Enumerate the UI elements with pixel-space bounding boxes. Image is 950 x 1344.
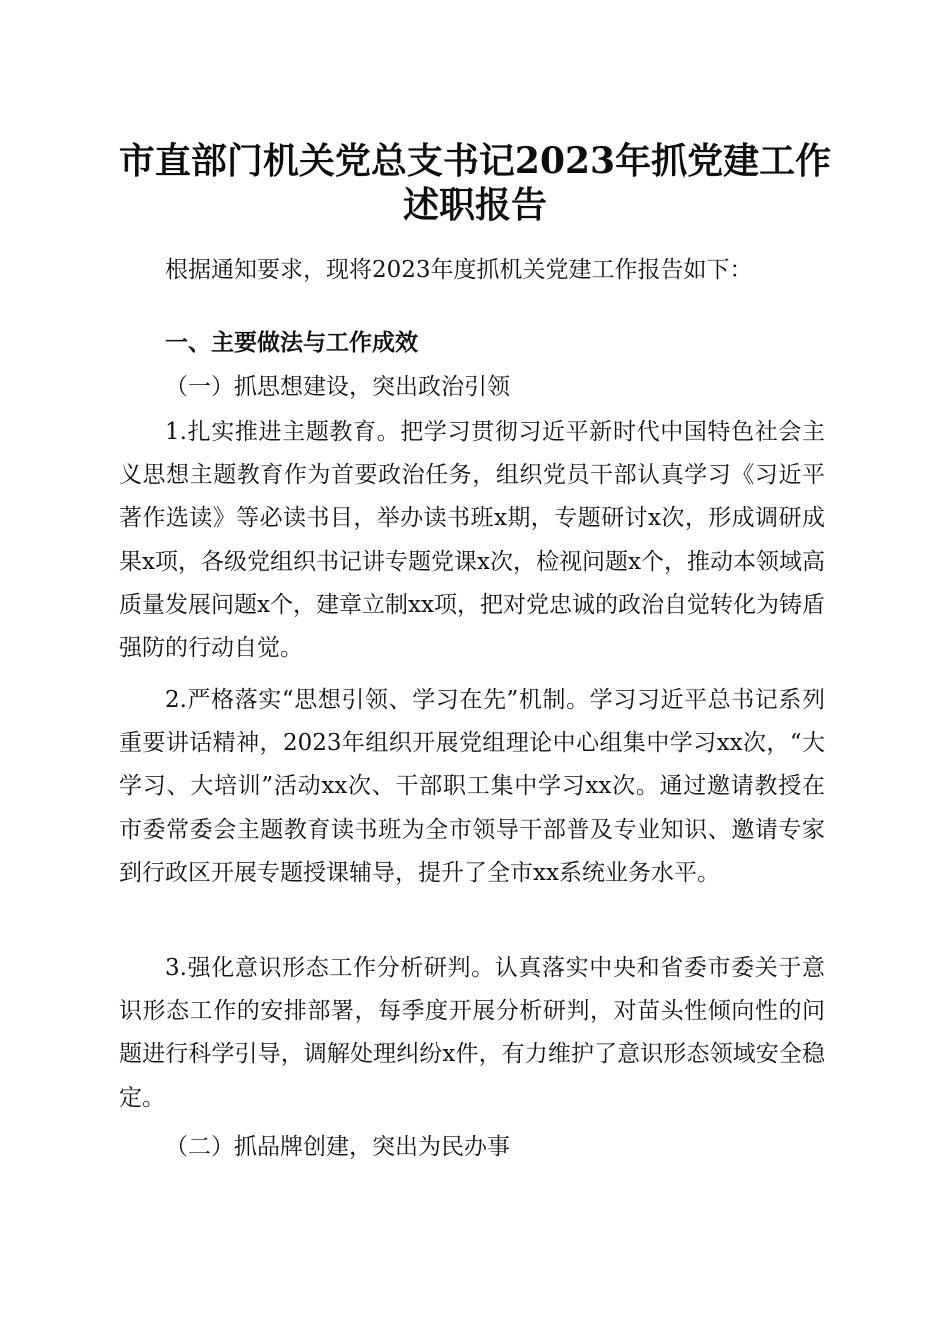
section-heading-1: 一、主要做法与工作成效 [165, 330, 418, 356]
body-paragraph-2: 2.严格落实“思想引领、学习在先”机制。学习习近平总书记系列重要讲话精神，2023年组织开展党组理论中心组集中学习xx次，“大学习、大培训”活动xx次、干部职工集中学习xx次。通过邀请教授在市委常委会主题教育读书班为全市领导干部普及专业知识、邀请专家到行政区开展专题授课辅导，提升了全市xx系统业务水平。 [119, 687, 825, 886]
document-title-line-1: 市直部门机关党总支书记2023年抓党建工作 [118, 140, 832, 182]
document-title-line-2: 述职报告 [402, 184, 547, 226]
intro-paragraph: 根据通知要求，现将2023年度抓机关党建工作报告如下： [165, 257, 753, 283]
body-paragraph-1: 1.扎实推进主题教育。把学习贯彻习近平新时代中国特色社会主义思想主题教育作为首要政治任务，组织党员干部认真学习《习近平著作选读》等必读书目，举办读书班x期，专题研讨x次，形成调研成果x项，各级党组织书记讲专题党课x次，检视问题x个，推动本领域高质量发展问题x个，建章立制xx项，把对党忠诚的政治自觉转化为铸盾强防的行动自觉。 [119, 419, 825, 662]
subsection-heading-2: （二）抓品牌创建，突出为民办事 [165, 1134, 510, 1160]
body-paragraph-3: 3.强化意识形态工作分析研判。认真落实中央和省委市委关于意识形态工作的安排部署，每季度开展分析研判，对苗头性倾向性的问题进行科学引导，调解处理纠纷x件，有力维护了意识形态领域安全稳定。 [119, 955, 825, 1111]
subsection-heading-1: （一）抓思想建设，突出政治引领 [165, 374, 510, 400]
